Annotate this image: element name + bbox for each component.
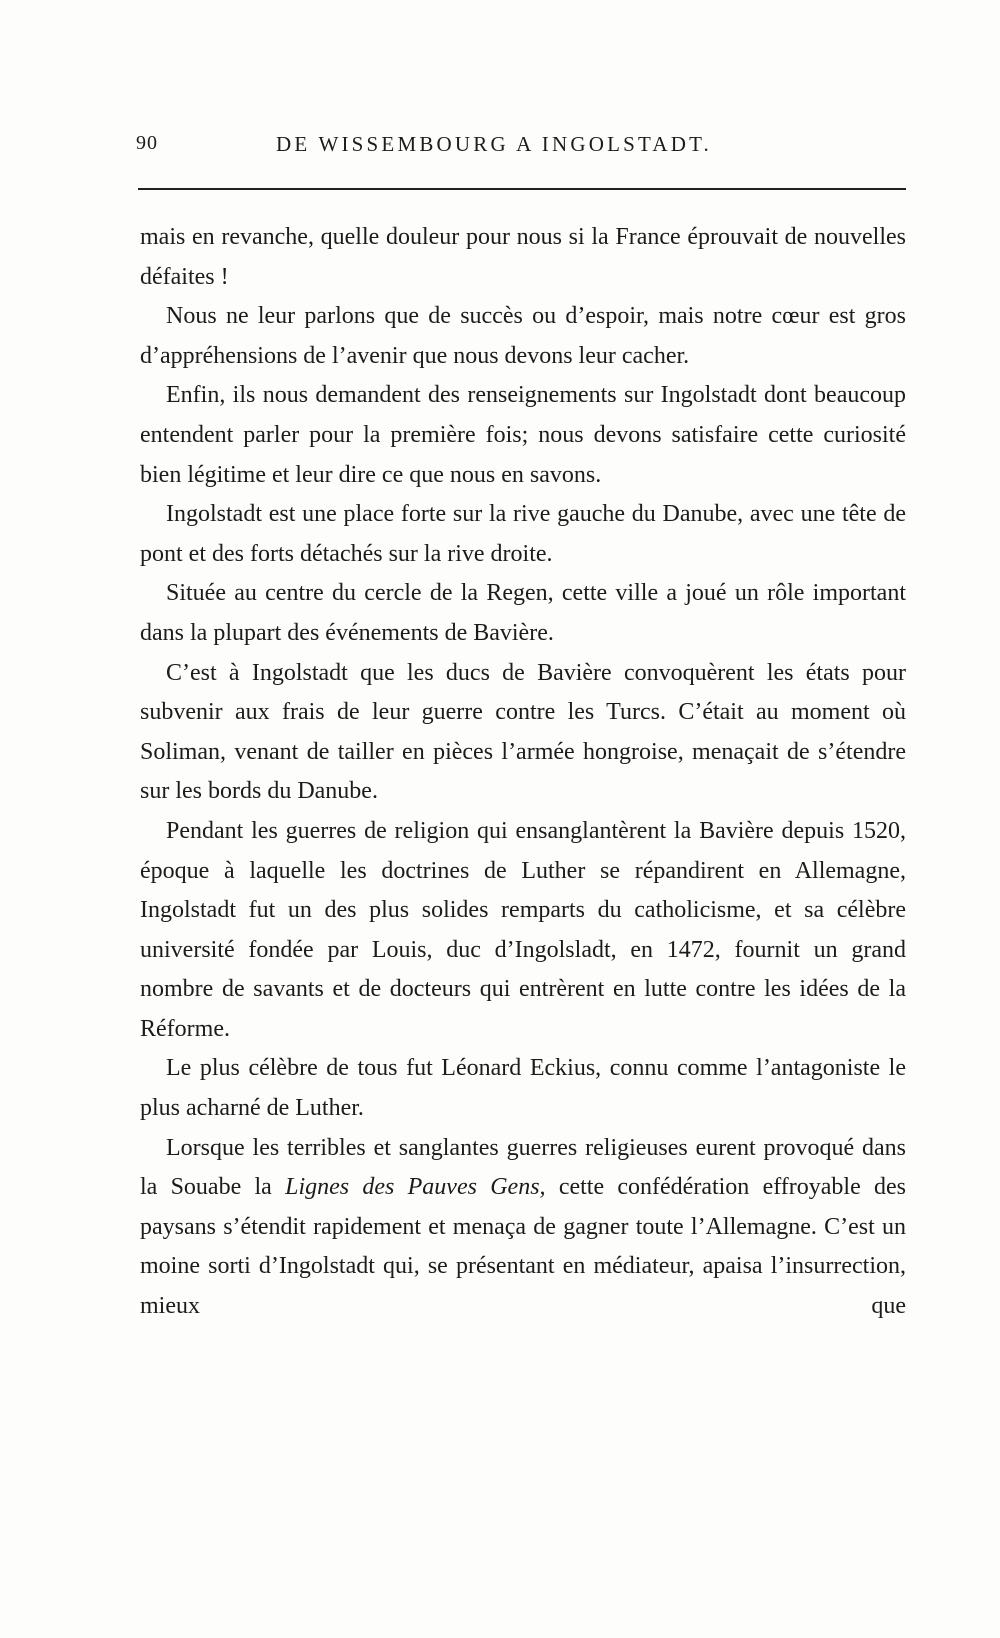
paragraph: C’est à Ingolstadt que les ducs de Bavière convoquèrent les états pour subvenir aux frais de leur guerre contre les Turcs. C’était au moment où Soliman, venant de tailler en pièces l’armée hongroise, menaçait de s’étendre sur les bords du Danube.: [140, 659, 906, 805]
paragraph-text: cette confédération effroyable des paysans s’étendit rapidement et menaça de gagner toute l’Allemagne. C’est un moine sorti d’Ingolstadt qui, se présentant en médiateur, apaisa l’insurrection, mieux que: [140, 1174, 906, 1320]
paragraph: Ingolstadt est une place forte sur la rive gauche du Danube, avec une tête de pont et des forts détachés sur la rive droite.: [140, 501, 906, 567]
page-header: [136, 132, 906, 162]
italic-title: Lignes des Pauves Gens,: [285, 1174, 546, 1201]
paragraph: Le plus célèbre de tous fut Léonard Eckius, connu comme l’antagoniste le plus acharné de Luther.: [140, 1055, 906, 1122]
page-body: [140, 218, 906, 1327]
paragraph-text: Lorsque les terribles et sanglantes guerres religieuses eurent provoqué dans la Souabe la: [140, 1134, 906, 1201]
paragraph: Pendant les guerres de religion qui ensanglantèrent la Bavière depuis 1520, époque à laquelle les doctrines de Luther se répandirent en Allemagne, Ingolstadt fut un des plus solides remparts du catholicisme, et sa célèbre université fondée par Louis, duc d’Ingolsladt, en 1472, fournit un grand nombre de savants et de docteurs qui entrèrent en lutte contre les idées de la Réforme.: [140, 817, 906, 1042]
header-rule: [138, 188, 906, 190]
running-title: DE WISSEMBOURG A INGOLSTADT.: [276, 132, 712, 156]
paragraph: [140, 1129, 906, 1327]
paragraph: mais en revanche, quelle douleur pour nous si la France éprouvait de nouvelles défaites !: [140, 224, 906, 290]
paragraph: Nous ne leur parlons que de succès ou d’espoir, mais notre cœur est gros d’appréhensions de l’avenir que nous devons leur cacher.: [140, 303, 906, 369]
paragraph: Située au centre du cercle de la Regen, cette ville a joué un rôle important dans la plupart des événements de Bavière.: [140, 580, 906, 646]
page-number: 90: [136, 132, 158, 154]
paragraph: Enfin, ils nous demandent des renseignements sur Ingolstadt dont beaucoup entendent parler pour la première fois; nous devons satisfaire cette curiosité bien légitime et leur dire ce que nous en savons.: [140, 382, 906, 488]
